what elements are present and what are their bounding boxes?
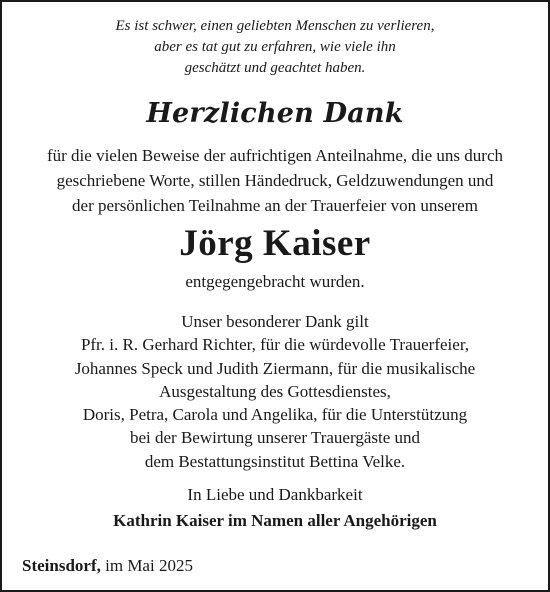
intro-text — [2, 143, 548, 218]
place-date — [22, 554, 193, 578]
deceased-name: Jörg Kaiser — [179, 223, 371, 264]
quote-line: Es ist schwer, einen geliebten Menschen zu verlieren, — [115, 18, 435, 34]
received-line: entgegengebracht wurden. — [185, 272, 365, 291]
closing-line: In Liebe und Dankbarkeit — [187, 485, 363, 504]
signature: Kathrin Kaiser im Namen aller Angehörigen — [113, 511, 437, 530]
date: im Mai 2025 — [100, 556, 193, 575]
headline: Herzlichen Dank — [146, 98, 404, 129]
thanks-line: Doris, Petra, Carola und Angelika, für die Unterstützung — [82, 405, 468, 425]
special-thanks — [2, 310, 548, 473]
thanks-line: dem Bestattungsinstitut Bettina Velke. — [144, 451, 406, 471]
thanks-line: Ausgestaltung des Gottesdienstes, — [159, 381, 391, 401]
quote-line: geschätzt und geachtet haben. — [184, 60, 366, 76]
place: Steinsdorf, — [22, 556, 101, 575]
quote-block — [2, 16, 548, 79]
thanks-line: Pfr. i. R. Gerhard Richter, für die würdevolle Trauerfeier, — [80, 335, 470, 355]
closing-block — [2, 482, 548, 534]
thanks-line: bei der Bewirtung unserer Trauergäste und — [129, 428, 421, 448]
intro-line: geschriebene Worte, stillen Händedruck, Geldzuwendungen und — [56, 171, 494, 190]
quote-line: aber es tat gut zu erfahren, wie viele ihn — [154, 39, 396, 55]
thanks-line: Unser besonderer Dank gilt — [181, 312, 369, 331]
intro-line: der persönlichen Teilnahme an der Trauerfeier von unserem — [72, 196, 478, 215]
thanks-line: Johannes Speck und Judith Ziermann, für die musikalische — [74, 358, 476, 378]
intro-line: für die vielen Beweise der aufrichtigen Anteilnahme, die uns durch — [46, 146, 503, 165]
